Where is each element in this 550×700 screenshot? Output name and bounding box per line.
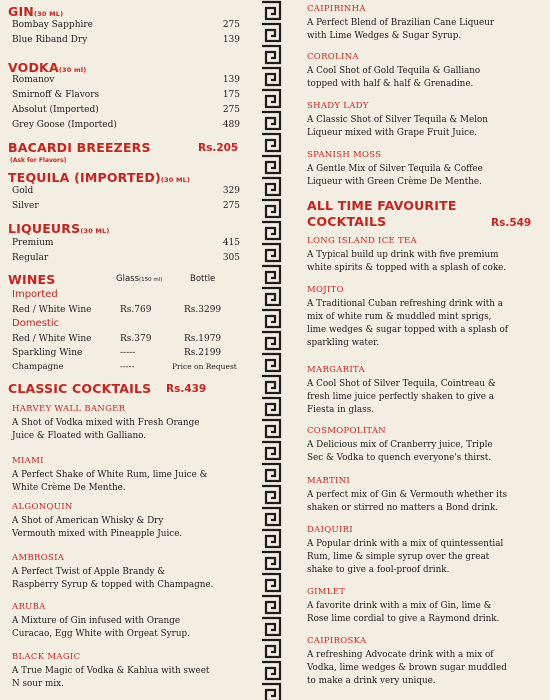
cocktail-name: COROLINA bbox=[307, 52, 359, 62]
wine-row: Red / White Wine Rs.379 Rs.1979 bbox=[12, 334, 222, 344]
cocktail-name: MARGARITA bbox=[307, 365, 365, 375]
cocktail-description: A perfect mix of Gin & Vermouth whether its shaken or stirred no matters a Bond drink. bbox=[307, 490, 508, 513]
classic-cocktails-heading: CLASSIC COCKTAILS bbox=[8, 381, 152, 396]
menu-row: Silver 275 bbox=[12, 201, 240, 211]
menu-row: Regular 305 bbox=[12, 253, 240, 263]
cocktail-description: A favorite drink with a mix of Gin, lime & Rose lime cordial to give a Raymond drink. bbox=[307, 601, 500, 624]
cocktail-description: A Classic Shot of Silver Tequila & Melon Liqueur mixed with Grape Fruit Juice. bbox=[307, 115, 488, 138]
imported-subheading: Imported bbox=[12, 289, 58, 300]
wine-row: Champagne ----- Price on Request bbox=[12, 362, 237, 372]
cocktail-description: A Perfect Twist of Apple Brandy & Raspberry Syrup & topped with Champagne. bbox=[12, 567, 214, 590]
cocktail-description: A Cool Shot of Gold Tequila & Galliano topped with half & half & Grenadine. bbox=[307, 66, 481, 89]
menu-row: Blue Riband Dry 139 bbox=[12, 35, 240, 45]
cocktail-description: A Traditional Cuban refreshing drink with a mix of white rum & muddled mint sprigs, lime wedges & sugar topped with a splash of sparkling water. bbox=[307, 299, 509, 348]
menu-row: Romanov 139 bbox=[12, 75, 240, 85]
menu-row: Gold 329 bbox=[12, 186, 240, 196]
cocktail-name: SHADY LADY bbox=[307, 101, 369, 111]
cocktail-name: ARUBA bbox=[12, 602, 46, 612]
cocktail-description: A Mixture of Gin infused with Orange Curacao, Egg White with Orgeat Syrup. bbox=[12, 616, 190, 639]
cocktail-name: COSMOPOLITAN bbox=[307, 426, 387, 436]
cocktail-name: LONG ISLAND ICE TEA bbox=[307, 236, 417, 246]
cocktail-description: A Perfect Blend of Brazilian Cane Liqueur with Lime Wedges & Sugar Syrup. bbox=[307, 18, 495, 41]
breezers-heading: BACARDI BREEZERS bbox=[8, 140, 151, 155]
cocktail-name: AMBROSIA bbox=[12, 553, 65, 563]
cocktail-description: A refreshing Advocate drink with a mix of Vodka, lime wedges & brown sugar muddled to make a drink very unique. bbox=[307, 650, 507, 686]
cocktail-description: A True Magic of Vodka & Kahlua with sweet N sour mix. bbox=[12, 666, 210, 689]
cocktail-description: A Gentle Mix of Silver Tequila & Coffee Liqueur with Green Crème De Menthe. bbox=[307, 164, 483, 187]
menu-row: Grey Goose (Imported) 489 bbox=[12, 120, 240, 130]
menu-row: Smirnoff & Flavors 175 bbox=[12, 90, 240, 100]
cocktail-name: GIMLET bbox=[307, 587, 346, 597]
menu-row: Premium 415 bbox=[12, 238, 240, 248]
wines-heading: WINES bbox=[8, 272, 56, 287]
cocktail-name: CAIPIRINHA bbox=[307, 4, 366, 14]
vodka-heading: VODKA(30 ml) bbox=[8, 60, 87, 75]
cocktail-name: CAIPIROSKA bbox=[307, 636, 367, 646]
cocktail-name: MARTINI bbox=[307, 476, 351, 486]
liqueurs-heading: LIQUEURS(30 ML) bbox=[8, 221, 110, 236]
bottle-column-header: Bottle bbox=[190, 274, 216, 284]
cocktail-name: MIAMI bbox=[12, 456, 44, 466]
classic-cocktails-price: Rs.439 bbox=[166, 383, 207, 395]
greek-key-border bbox=[259, 0, 283, 700]
menu-row: Bombay Sapphire 275 bbox=[12, 20, 240, 30]
cocktail-name: BLACK MAGIC bbox=[12, 652, 81, 662]
wine-row: Red / White Wine Rs.769 Rs.3299 bbox=[12, 305, 222, 315]
cocktail-name: ALGONQUIN bbox=[12, 502, 73, 512]
cocktail-description: A Popular drink with a mix of quintessential Rum, lime & simple syrup over the great shake to give a fool-proof drink. bbox=[307, 539, 504, 575]
menu-row: Absolut (Imported) 275 bbox=[12, 105, 240, 115]
favourites-heading-line1: ALL TIME FAVOURITE bbox=[307, 198, 457, 213]
cocktail-description: A Shot of Vodka mixed with Fresh Orange Juice & Floated with Galliano. bbox=[12, 418, 200, 441]
glass-column-header: Glass(150 ml) bbox=[116, 274, 163, 284]
breezers-price: Rs.205 bbox=[198, 142, 239, 154]
cocktail-name: DAIQUIRI bbox=[307, 525, 353, 535]
cocktail-description: A Shot of American Whisky & Dry Vermouth mixed with Pineapple Juice. bbox=[12, 516, 183, 539]
favourites-price: Rs.549 bbox=[491, 217, 532, 229]
wine-row: Sparkling Wine ----- Rs.2199 bbox=[12, 348, 222, 358]
gin-heading: GIN(30 ML) bbox=[8, 4, 64, 19]
cocktail-name: HARVEY WALL BANGER bbox=[12, 404, 126, 414]
cocktail-name: MOJITO bbox=[307, 285, 344, 295]
cocktail-name: SPANISH MOSS bbox=[307, 150, 382, 160]
domestic-subheading: Domestic bbox=[12, 318, 60, 329]
breezers-note: (Ask for Flavors) bbox=[10, 157, 67, 164]
favourites-heading-line2: COCKTAILS bbox=[307, 214, 387, 229]
tequila-heading: TEQUILA (IMPORTED)(30 ML) bbox=[8, 170, 191, 185]
cocktail-description: A Perfect Shake of White Rum, lime Juice & White Crème De Menthe. bbox=[12, 470, 208, 493]
cocktail-description: A Typical build up drink with five premium white spirits & topped with a splash of coke. bbox=[307, 250, 507, 273]
cocktail-description: A Delicious mix of Cranberry juice, Triple Sec & Vodka to quench everyone's thirst. bbox=[307, 440, 493, 463]
cocktail-description: A Cool Shot of Silver Tequila, Cointreau & fresh lime juice perfectly shaken to give a Fiesta in glass. bbox=[307, 379, 496, 415]
